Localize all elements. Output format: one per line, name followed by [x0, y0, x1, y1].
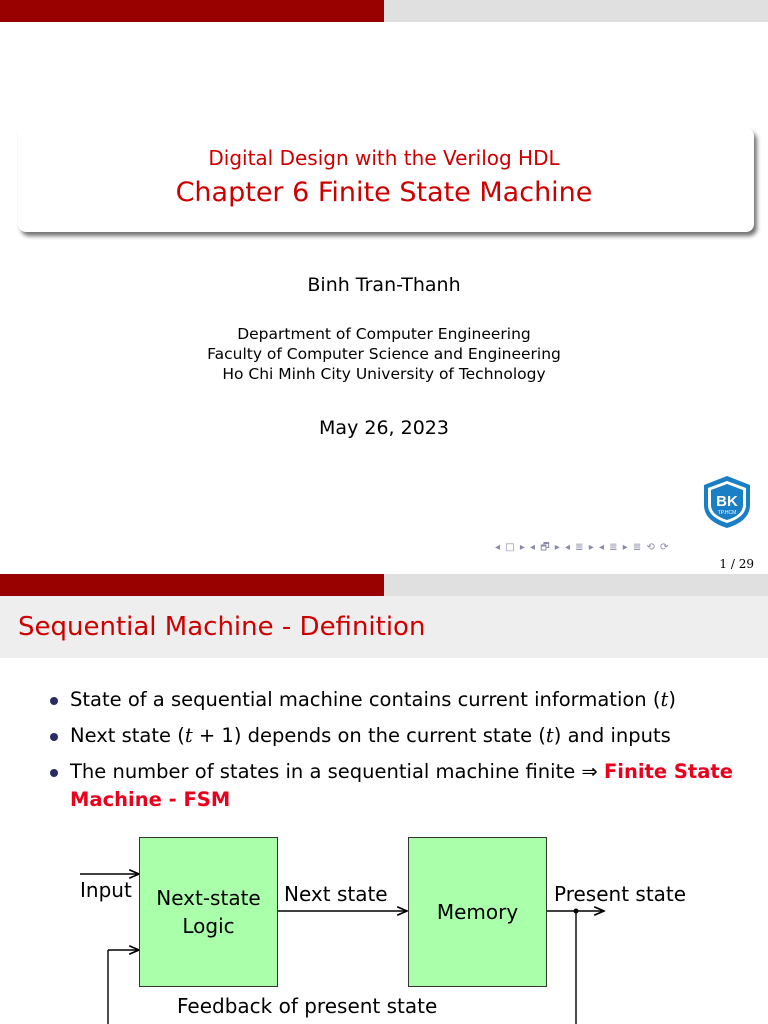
- definition-slide: [0, 574, 768, 1024]
- math-var: t: [184, 724, 193, 747]
- math-var: t: [660, 688, 669, 711]
- beamer-navigation[interactable]: ◂ □ ▸ ◂ 🗗 ▸ ◂ ≣ ▸ ◂ ≣ ▸ ≣ ⟲ ⟳: [495, 542, 670, 553]
- math-var: t: [545, 724, 554, 747]
- affiliation-faculty: Faculty of Computer Science and Engineering: [207, 345, 561, 363]
- memory-block: [408, 837, 547, 987]
- block-label: Next-state: [156, 886, 261, 910]
- university-logo-icon: [700, 475, 754, 529]
- page-number: 1 / 29: [719, 557, 754, 571]
- bullet-text: ) and inputs: [553, 724, 671, 747]
- bullet-text: The number of states in a sequential machine finite ⇒: [70, 760, 604, 783]
- input-label: Input: [80, 878, 132, 902]
- frame-title: Sequential Machine - Definition: [18, 612, 426, 642]
- header-bar: [0, 0, 768, 22]
- bullet-text: ): [668, 688, 676, 711]
- course-subtitle: Digital Design with the Verilog HDL: [208, 146, 560, 170]
- bullet-text: State of a sequential machine contains current information (: [70, 688, 661, 711]
- feedback-label: Feedback of present state: [177, 994, 438, 1018]
- author-name: Binh Tran-Thanh: [307, 274, 461, 296]
- logo-small-text: TP.HCM: [717, 510, 737, 516]
- highlight-term: Machine - FSM: [70, 788, 231, 811]
- affiliation-university: Ho Chi Minh City University of Technology: [222, 365, 546, 383]
- next-state-logic-block: [139, 837, 278, 987]
- bullet-text: + 1) depends on the current state (: [192, 724, 546, 747]
- header-bar-red: [0, 0, 384, 22]
- header-bar-gray: [384, 0, 768, 22]
- logo-text: BK: [716, 493, 738, 510]
- affiliation-department: Department of Computer Engineering: [237, 325, 531, 343]
- bullet-text: Next state (: [70, 724, 185, 747]
- fsm-diagram-wires: [0, 574, 768, 1024]
- highlight-term: Finite State: [603, 760, 733, 783]
- block-label: Memory: [436, 900, 519, 924]
- present-state-label: Present state: [554, 882, 687, 906]
- block-label: Logic: [182, 914, 235, 938]
- next-state-label: Next state: [284, 882, 388, 906]
- chapter-title: Chapter 6 Finite State Machine: [175, 177, 593, 208]
- presentation-date: May 26, 2023: [319, 417, 449, 439]
